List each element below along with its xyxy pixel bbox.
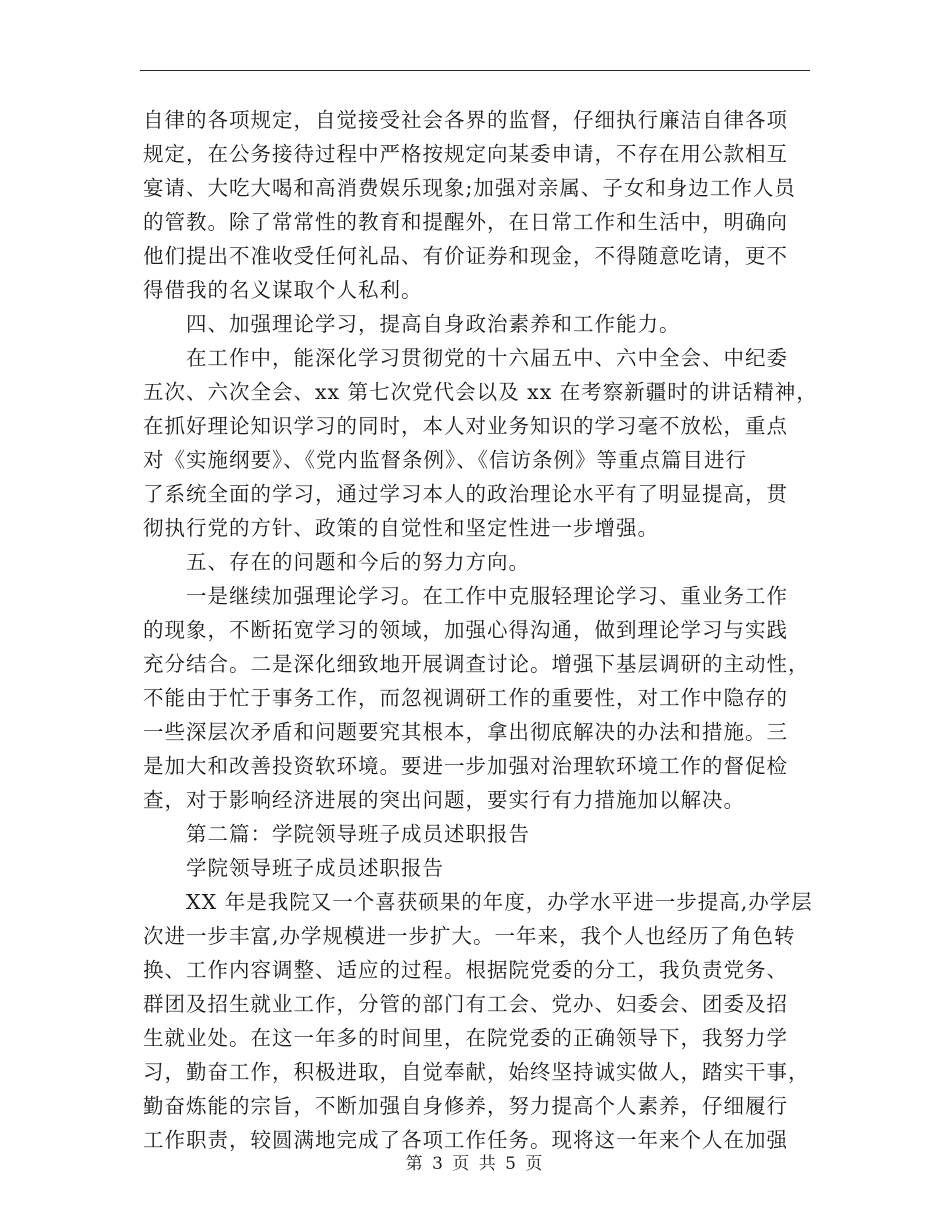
text-line: 四、加强理论学习，提高自身政治素养和工作能力。 <box>186 312 681 336</box>
header-rule <box>140 70 810 71</box>
text-line: 学院领导班子成员述职报告 <box>186 856 444 880</box>
text-line: XX 年是我院又一个喜获硕果的年度，办学水平进一步提高,办学层 <box>186 890 813 914</box>
text-line: 宴请、大吃大喝和高消费娱乐现象;加强对亲属、子女和身边工作人员 <box>143 176 796 200</box>
text-line: 他们提出不准收受任何礼品、有价证券和现金，不得随意吃请，更不 <box>143 244 788 268</box>
text-line: 在抓好理论知识学习的同时，本人对业务知识的学习毫不放松，重点 <box>143 414 788 438</box>
text-line: 勤奋炼能的宗旨，不断加强自身修养，努力提高个人素养，仔细履行 <box>143 1094 788 1118</box>
text-line: 不能由于忙于事务工作，而忽视调研工作的重要性，对工作中隐存的 <box>143 686 788 710</box>
text-line: 对《实施纲要》、《党内监督条例》、《信访条例》等重点篇目进行 <box>143 448 747 472</box>
text-line: 的现象，不断拓宽学习的领域，加强心得沟通，做到理论学习与实践 <box>143 618 788 642</box>
text-line: 五次、六次全会、xx 第七次党代会以及 xx 在考察新疆时的讲话精神， <box>143 380 818 404</box>
text-line: 换、工作内容调整、适应的过程。根据院党委的分工，我负责党务、 <box>143 958 788 982</box>
text-line: 一些深层次矛盾和问题要究其根本，拿出彻底解决的办法和措施。三 <box>143 720 788 744</box>
text-line: 次进一步丰富,办学规模进一步扩大。一年来，我个人也经历了角色转 <box>143 924 796 948</box>
document-body <box>143 103 818 1157</box>
text-line: 得借我的名义谋取个人私利。 <box>143 278 423 302</box>
text-line: 群团及招生就业工作，分管的部门有工会、党办、妇委会、团委及招 <box>143 992 788 1016</box>
text-line: 规定，在公务接待过程中严格按规定向某委申请，不存在用公款相互 <box>143 142 788 166</box>
text-line: 习，勤奋工作，积极进取，自觉奉献，始终坚持诚实做人，踏实干事， <box>143 1060 810 1084</box>
text-line: 充分结合。二是深化细致地开展调查讨论。增强下基层调研的主动性， <box>143 652 810 676</box>
text-line: 了系统全面的学习，通过学习本人的政治理论水平有了明显提高，贯 <box>143 482 788 506</box>
text-line: 查，对于影响经济进展的突出问题，要实行有力措施加以解决。 <box>143 788 745 812</box>
text-line: 彻执行党的方针、政策的自觉性和坚定性进一步增强。 <box>143 516 659 540</box>
text-line: 是加大和改善投资软环境。要进一步加强对治理软环境工作的督促检 <box>143 754 788 778</box>
text-line: 第二篇：学院领导班子成员述职报告 <box>186 822 530 846</box>
text-line: 的管教。除了常常性的教育和提醒外，在日常工作和生活中，明确向 <box>143 210 788 234</box>
text-line: 工作职责，较圆满地完成了各项工作任务。现将这一年来个人在加强 <box>143 1128 788 1152</box>
text-line: 五、存在的问题和今后的努力方向。 <box>186 550 530 574</box>
text-line: 自律的各项规定，自觉接受社会各界的监督，仔细执行廉洁自律各项 <box>143 108 788 132</box>
text-line: 在工作中，能深化学习贯彻党的十六届五中、六中全会、中纪委 <box>186 346 788 370</box>
page-number: 第 3 页 共 5 页 <box>405 1154 545 1174</box>
text-line: 生就业处。在这一年多的时间里，在院党委的正确领导下，我努力学 <box>143 1026 788 1050</box>
text-line: 一是继续加强理论学习。在工作中克服轻理论学习、重业务工作 <box>186 584 788 608</box>
